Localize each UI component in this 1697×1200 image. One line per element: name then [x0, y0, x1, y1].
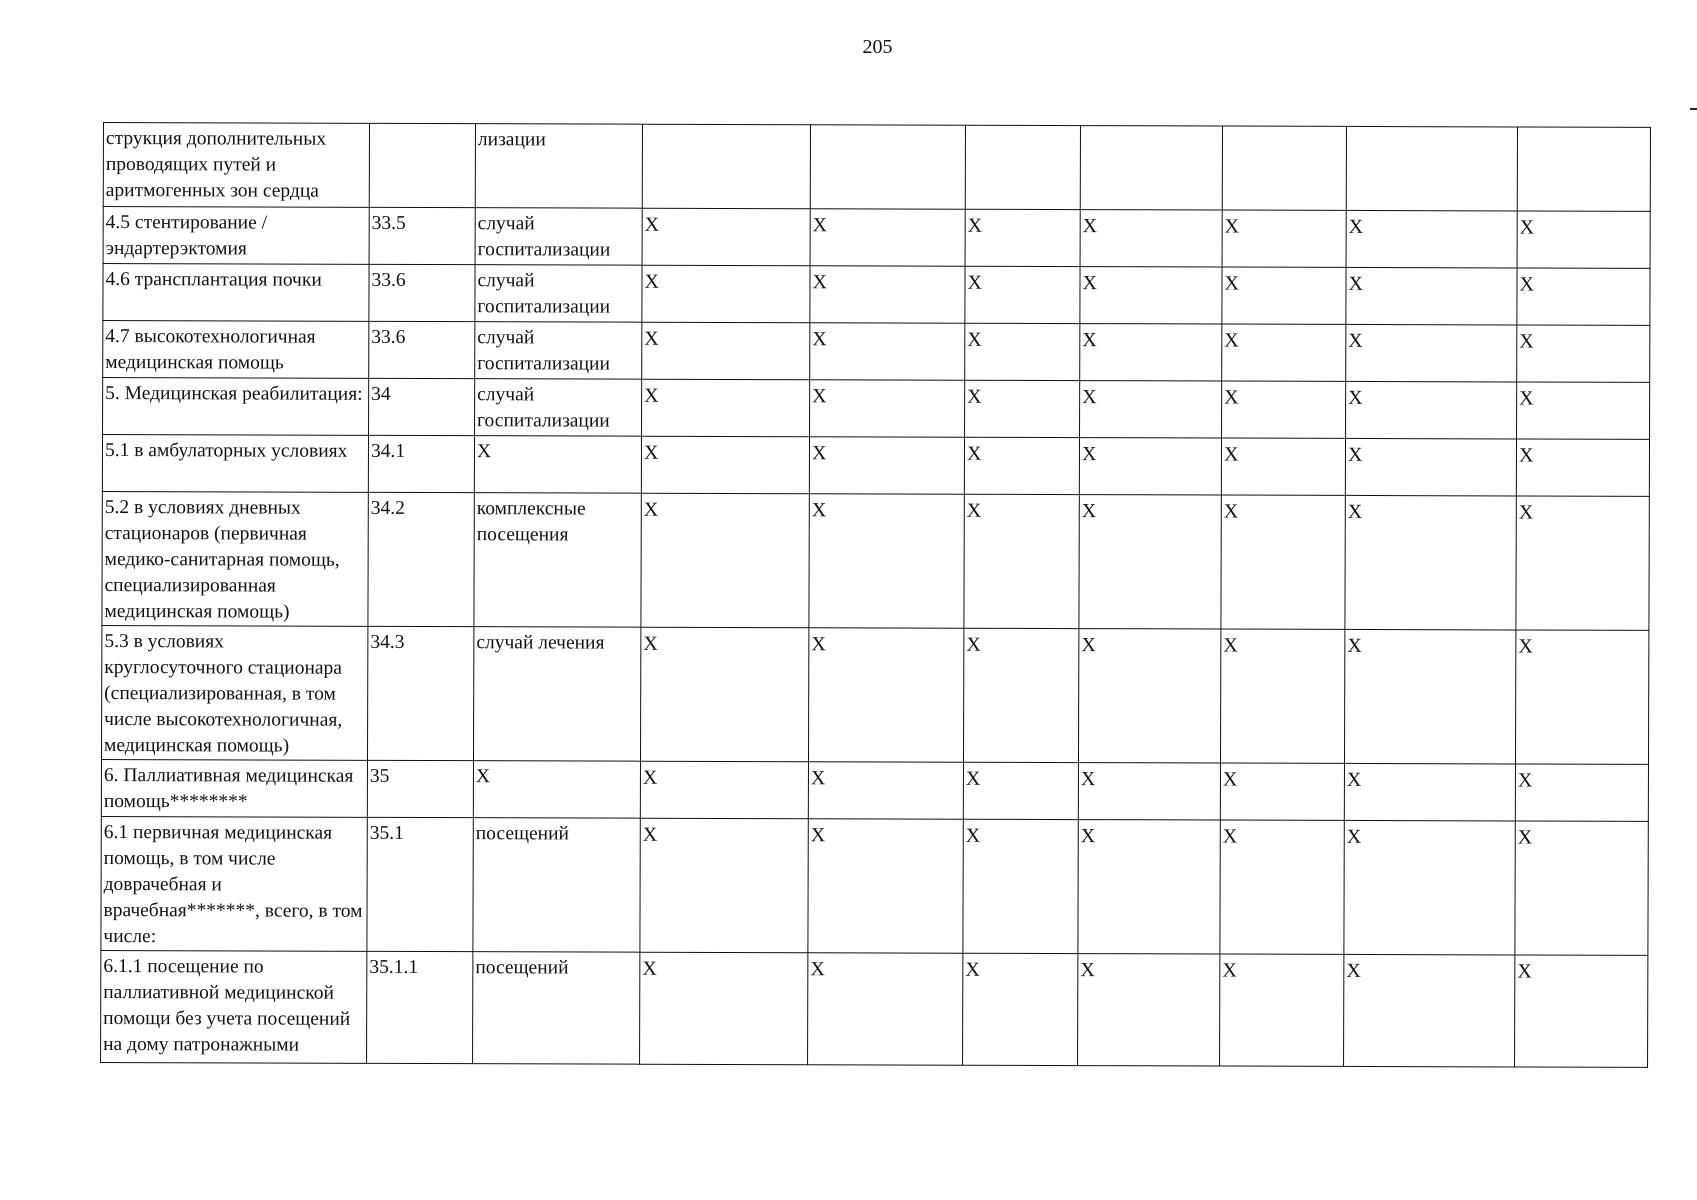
row-label-cell: 5.2 в условиях дневных стационаров (первичная медико-санитарная помощь, специализированная медицинская помощь)	[102, 491, 368, 626]
value-cell: X	[1516, 439, 1649, 496]
value-cell: X	[1344, 954, 1515, 1067]
row-unit-cell: случай госпитализации	[475, 379, 642, 437]
value-cell: X	[1078, 629, 1220, 763]
value-cell: X	[1080, 210, 1222, 267]
value-cell: X	[640, 952, 808, 1065]
value-cell: X	[1346, 267, 1517, 325]
value-cell	[1222, 126, 1346, 210]
value-cell: X	[1222, 267, 1346, 324]
value-cell: X	[1079, 495, 1221, 629]
row-label-cell: 5.3 в условиях круглосуточного стационара (специализированная, в том числе высокотехнологичная, медицинская помощь)	[101, 625, 367, 760]
value-cell: X	[1517, 382, 1650, 439]
row-unit-cell: посещений	[473, 952, 640, 1065]
row-code-cell: 35.1	[367, 817, 473, 951]
row-code-cell: 33.6	[369, 264, 475, 321]
value-cell: X	[965, 380, 1080, 437]
row-label-cell: 5.1 в амбулаторных условиях	[102, 435, 368, 493]
row-unit-cell: X	[473, 761, 640, 819]
value-cell: X	[640, 761, 808, 819]
table-row	[102, 435, 1649, 497]
row-unit-cell: лизации	[475, 124, 642, 209]
row-label-cell: 6.1 первичная медицинская помощь, в том числе доврачебная и врачебная*******, всего, в том числе:	[101, 816, 367, 951]
value-cell: X	[965, 209, 1080, 266]
value-cell: X	[965, 323, 1080, 380]
value-cell: X	[1080, 381, 1222, 438]
value-cell: X	[965, 266, 1080, 323]
row-code-cell: 35.1.1	[367, 951, 473, 1063]
table-row	[101, 759, 1648, 821]
row-code-cell	[369, 123, 475, 207]
value-cell: X	[1222, 210, 1346, 267]
value-cell: X	[642, 379, 810, 437]
value-cell: X	[1220, 763, 1344, 820]
value-cell: X	[1517, 211, 1650, 268]
value-cell: X	[808, 628, 963, 762]
row-label-cell: 4.7 высокотехнологичная медицинская помощь	[103, 321, 369, 379]
value-cell: X	[1517, 325, 1650, 382]
value-cell: X	[1078, 763, 1220, 820]
value-cell: X	[1346, 324, 1517, 382]
value-cell: X	[640, 627, 808, 762]
value-cell: X	[1220, 954, 1344, 1066]
row-unit-cell: посещений	[473, 818, 640, 953]
value-cell: X	[808, 762, 963, 819]
row-label-cell: 6. Паллиативная медицинская помощь********	[101, 759, 367, 817]
row-code-cell: 35	[367, 760, 473, 817]
value-cell: X	[1344, 629, 1515, 764]
row-unit-cell: X	[474, 436, 641, 494]
row-unit-cell: случай госпитализации	[475, 322, 642, 380]
value-cell: X	[1344, 820, 1515, 955]
value-cell: X	[1344, 763, 1515, 821]
value-cell: X	[1078, 820, 1220, 954]
value-cell: X	[963, 628, 1078, 762]
value-cell: X	[1078, 954, 1220, 1066]
value-cell: X	[1515, 764, 1648, 821]
row-unit-cell: случай госпитализации	[475, 265, 642, 323]
value-cell: X	[642, 208, 810, 266]
value-cell: X	[808, 819, 963, 953]
value-cell: X	[1516, 496, 1649, 630]
table-row	[103, 207, 1650, 269]
value-cell: X	[1515, 955, 1648, 1067]
value-cell	[1346, 126, 1517, 211]
margin-mark	[1690, 108, 1697, 110]
table-row	[103, 378, 1650, 440]
table-row	[103, 123, 1650, 212]
value-cell: X	[963, 762, 1078, 819]
value-cell: X	[1080, 324, 1222, 381]
value-cell: X	[1222, 381, 1346, 438]
value-cell: X	[640, 818, 808, 953]
value-cell	[1517, 127, 1650, 211]
row-code-cell: 34.2	[368, 492, 474, 626]
table-row	[103, 264, 1650, 326]
value-cell: X	[810, 266, 965, 323]
value-cell: X	[1515, 821, 1648, 955]
table-row	[101, 816, 1648, 955]
value-cell: X	[1220, 820, 1344, 954]
row-unit-cell: комплексные посещения	[474, 493, 641, 628]
value-cell: X	[1515, 630, 1648, 764]
value-cell: X	[809, 494, 964, 628]
value-cell: X	[1345, 495, 1516, 630]
value-cell: X	[1221, 438, 1345, 495]
value-cell: X	[1221, 495, 1345, 629]
row-unit-cell: случай лечения	[473, 627, 640, 762]
value-cell: X	[808, 953, 963, 1065]
row-code-cell: 33.5	[369, 207, 475, 264]
value-cell	[810, 125, 965, 209]
value-cell: X	[1346, 210, 1517, 268]
value-cell	[642, 124, 810, 209]
table-row	[101, 950, 1648, 1067]
value-cell: X	[964, 494, 1079, 628]
value-cell	[965, 125, 1080, 209]
page-number: 205	[862, 36, 893, 58]
value-cell	[1080, 126, 1222, 210]
row-code-cell: 34.3	[367, 626, 473, 760]
value-cell: X	[964, 437, 1079, 494]
value-cell: X	[1517, 268, 1650, 325]
value-cell: X	[810, 380, 965, 437]
value-cell: X	[810, 209, 965, 266]
row-label-cell: 5. Медицинская реабилитация:	[103, 378, 369, 436]
table-row	[103, 321, 1650, 383]
value-cell: X	[641, 436, 809, 494]
row-label-cell: 4.6 трансплантация почки	[103, 264, 369, 322]
value-cell: X	[1220, 629, 1344, 763]
value-cell: X	[963, 953, 1078, 1065]
value-cell: X	[1080, 267, 1222, 324]
row-label-cell: струкция дополнительных проводящих путей и аритмогенных зон сердца	[103, 123, 369, 208]
value-cell: X	[1346, 381, 1517, 439]
table-row	[102, 491, 1649, 630]
row-unit-cell: случай госпитализации	[475, 208, 642, 266]
value-cell: X	[809, 437, 964, 494]
value-cell: X	[642, 322, 810, 380]
value-cell: X	[1345, 438, 1516, 496]
data-table	[100, 122, 1651, 1068]
row-label-cell: 4.5 стентирование / эндартерэктомия	[103, 207, 369, 265]
value-cell: X	[1222, 324, 1346, 381]
row-code-cell: 34	[369, 378, 475, 435]
value-cell: X	[642, 265, 810, 323]
value-cell: X	[810, 323, 965, 380]
value-cell: X	[641, 493, 809, 628]
table-row	[101, 625, 1648, 764]
row-label-cell: 6.1.1 посещение по паллиативной медицинской помощи без учета посещений на дому патронажными	[101, 950, 367, 1063]
row-code-cell: 34.1	[368, 435, 474, 492]
value-cell: X	[963, 819, 1078, 953]
value-cell: X	[1079, 438, 1221, 495]
row-code-cell: 33.6	[369, 321, 475, 378]
